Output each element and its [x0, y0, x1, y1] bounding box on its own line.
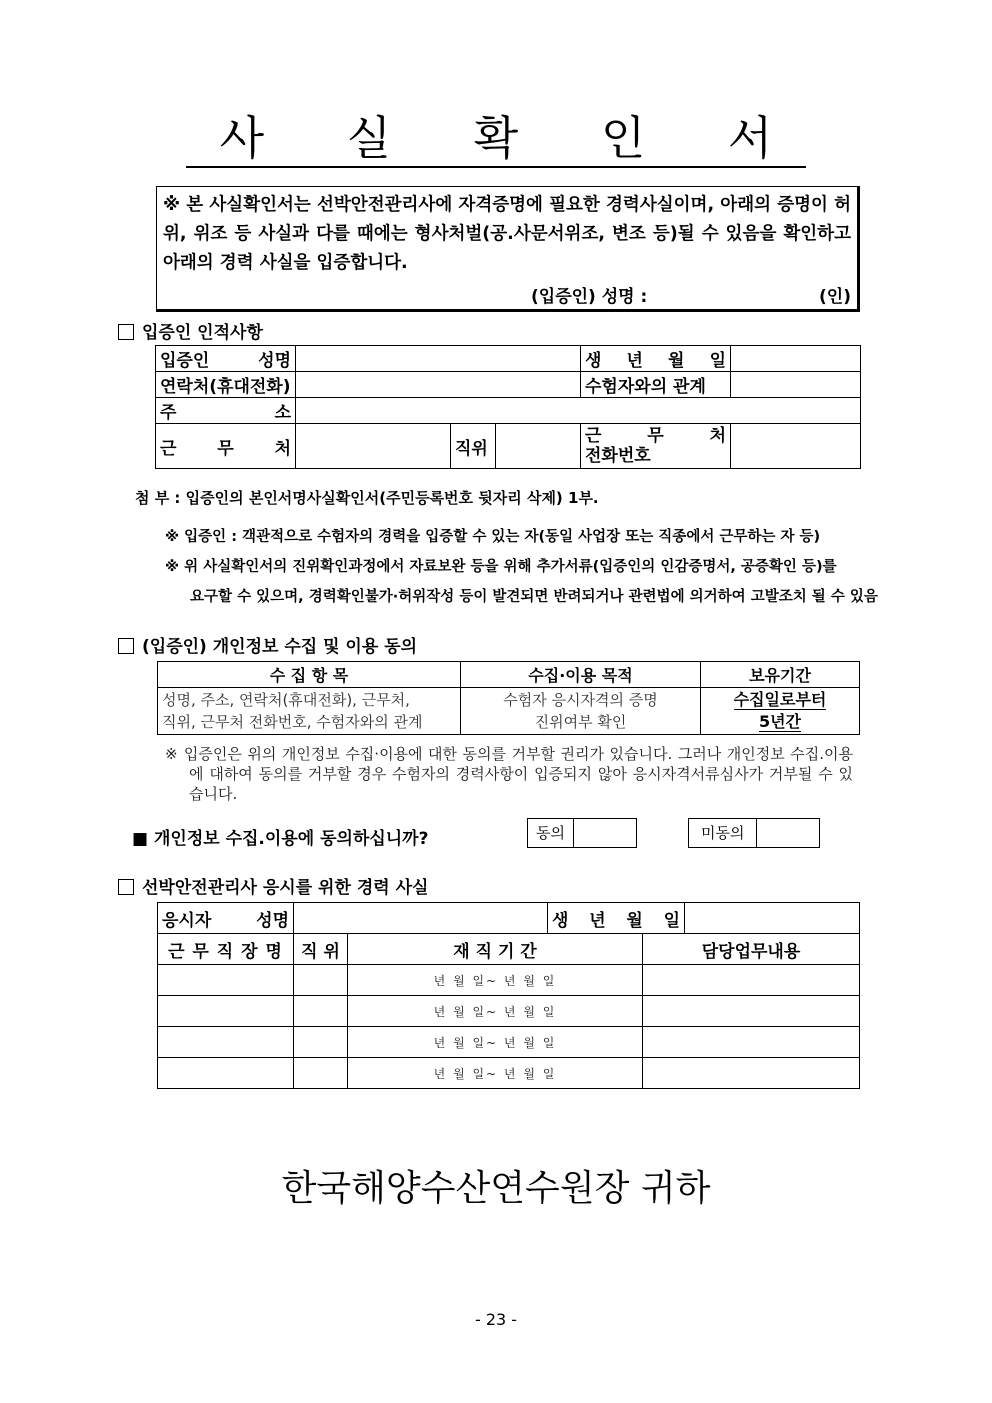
career-row	[158, 996, 860, 1027]
agree-checkbox[interactable]	[527, 818, 637, 848]
input-applicant-birth[interactable]	[685, 903, 860, 934]
cell-duties[interactable]	[643, 1027, 860, 1058]
label-name: 입증인 성명	[156, 346, 296, 372]
sign-label: (입증인) 성명 :	[531, 287, 648, 307]
input-address[interactable]	[296, 398, 861, 424]
career-row	[158, 965, 860, 996]
label-birth: 생 년 월 일	[581, 346, 731, 372]
label-relation: 수험자와의 관계	[581, 372, 731, 398]
section2-heading: (입증인) 개인정보 수집 및 이용 동의	[118, 632, 417, 657]
note-2: ※ 위 사실확인서의 진위확인과정에서 자료보완 등을 위해 추가서류(입증인의 인감증명서, 공증확인 등)를	[165, 559, 837, 575]
page-number: - 23 -	[474, 1310, 518, 1329]
input-contact[interactable]	[296, 372, 581, 398]
cell-workplace[interactable]	[158, 965, 294, 996]
cell-position[interactable]	[294, 965, 348, 996]
header-position: 직 위	[294, 934, 348, 965]
header-duties: 담당업무내용	[643, 934, 860, 965]
witness-info-table	[155, 345, 861, 469]
header-workplace: 근 무 직 장 명	[158, 934, 294, 965]
input-workplace[interactable]	[296, 424, 451, 469]
header-purpose: 수집·이용 목적	[461, 662, 701, 688]
career-table	[157, 902, 860, 1089]
privacy-notice: ※ 입증인은 위의 개인정보 수집·이용에 대한 동의를 거부할 권리가 있습니다. 그러나 개인정보 수집.이용에 대하여 동의를 거부할 경우 수험자의 경력사항이 입증되지 않아 응시자격서류심사가 거부될 수 있습니다.	[165, 745, 853, 803]
career-row	[158, 1058, 860, 1089]
input-work-phone[interactable]	[731, 424, 861, 469]
note-1: ※ 입증인 : 객관적으로 수험자의 경력을 입증할 수 있는 자(동일 사업장 또는 직종에서 근무하는 자 등)	[165, 529, 821, 545]
cell-duties[interactable]	[643, 996, 860, 1027]
label-address: 주 소	[156, 398, 296, 424]
cell-position[interactable]	[294, 1058, 348, 1089]
disagree-label: 미동의	[689, 819, 757, 847]
cell-period[interactable]: 년 월 일~ 년 월 일	[348, 965, 643, 996]
cell-workplace[interactable]	[158, 996, 294, 1027]
cell-period[interactable]: 년 월 일~ 년 월 일	[348, 996, 643, 1027]
checkbox-icon	[118, 879, 134, 895]
note-3: 요구할 수 있으며, 경력확인불가·허위작성 등이 발견되면 반려되거나 관련법에 의거하여 고발조치 될 수 있음	[190, 589, 878, 605]
input-position[interactable]	[496, 424, 581, 469]
cell-workplace[interactable]	[158, 1058, 294, 1089]
input-birth[interactable]	[731, 346, 861, 372]
input-relation[interactable]	[731, 372, 861, 398]
label-position: 직위	[451, 424, 496, 469]
label-work-phone: 근 무 처 전화번호	[581, 424, 731, 469]
cell-period[interactable]: 년 월 일~ 년 월 일	[348, 1058, 643, 1089]
label-applicant-birth: 생 년 월 일	[548, 903, 685, 934]
cell-duties[interactable]	[643, 965, 860, 996]
cell-duties[interactable]	[643, 1058, 860, 1089]
label-applicant: 응시자 성명	[158, 903, 294, 934]
input-applicant[interactable]	[294, 903, 548, 934]
privacy-period: 수집일로부터 5년간	[701, 688, 860, 735]
label-contact: 연락처(휴대전화)	[156, 372, 296, 398]
notice-text: ※ 본 사실확인서는 선박안전관리사에 자격증명에 필요한 경력사실이며, 아래의 증명이 허위, 위조 등 사실과 다를 때에는 형사처벌(공.사문서위조, 변조 등)될 수 있음을 확인하고 아래의 경력 사실을 입증합니다.	[163, 195, 851, 273]
header-period: 재 직 기 간	[348, 934, 643, 965]
privacy-table	[157, 661, 860, 735]
document-title: 사 실 확 인 서	[0, 110, 992, 168]
addressee: 한국해양수산연수원장 귀하	[281, 1168, 711, 1209]
notice-box	[156, 186, 860, 312]
privacy-purpose: 수험자 응시자격의 증명 진위여부 확인	[461, 688, 701, 735]
input-name[interactable]	[296, 346, 581, 372]
attachment-note: 첨 부 : 입증인의 본인서명사실확인서(주민등록번호 뒷자리 삭제) 1부.	[135, 489, 599, 507]
section1-heading: 입증인 인적사항	[118, 318, 263, 343]
section3-heading: 선박안전관리사 응시를 위한 경력 사실	[118, 873, 428, 898]
checkbox-icon	[118, 324, 134, 340]
consent-question: ■ 개인정보 수집.이용에 동의하십니까?	[132, 829, 429, 849]
checkbox-icon	[118, 638, 134, 654]
cell-workplace[interactable]	[158, 1027, 294, 1058]
disagree-checkbox[interactable]	[688, 818, 820, 848]
agree-label: 동의	[528, 819, 574, 847]
header-period: 보유기간	[701, 662, 860, 688]
cell-position[interactable]	[294, 996, 348, 1027]
header-items: 수 집 항 목	[158, 662, 461, 688]
privacy-items: 성명, 주소, 연락처(휴대전화), 근무처, 직위, 근무처 전화번호, 수험자와의 관계	[158, 688, 461, 735]
label-workplace: 근 무 처	[156, 424, 296, 469]
career-row	[158, 1027, 860, 1058]
cell-position[interactable]	[294, 1027, 348, 1058]
cell-period[interactable]: 년 월 일~ 년 월 일	[348, 1027, 643, 1058]
seal-mark: (인)	[819, 287, 851, 307]
